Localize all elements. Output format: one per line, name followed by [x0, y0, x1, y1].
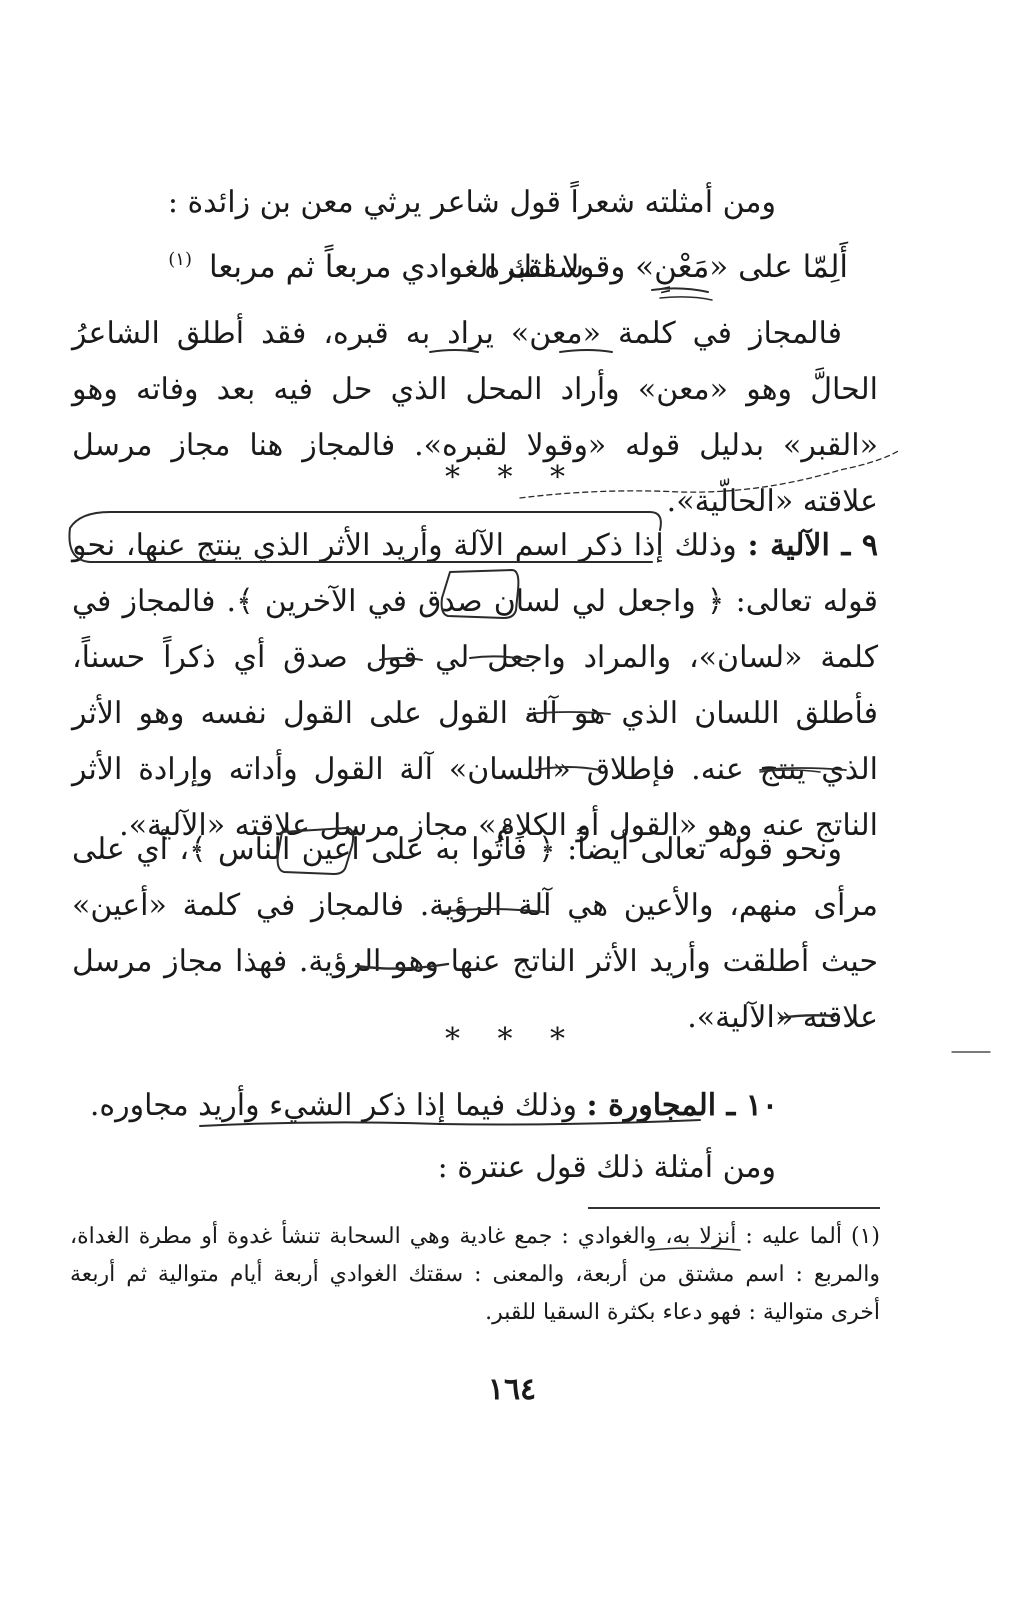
paragraph-majaz-maan: فالمجاز في كلمة «معن» يراد به قبره، فقد أطلق الشاعرُ الحالَّ وهو «معن» وأراد المحل الذي حل فيه بعد وفاته وهو «القبر» بدليل قوله «وقولا لقبره». فالمجاز هنا مجاز مرسل علاقته «الحالّية».	[72, 316, 878, 519]
intro-line: ومن أمثلته شعراً قول شاعر يرثي معن بن زائدة :	[167, 185, 776, 220]
paragraph-ayun: ونحو قوله تعالى أيضاً: ﴿ فَأْتُوا به على أعين الناس ﴾، أي على مرأى منهم، والأعين هي آلة الرؤية. فالمجاز في كلمة «أعين» حيث أطلقت وأريد الأثر الناتج عنها وهو الرؤية. فهذا مجاز مرسل علاقته «الآلية».	[72, 832, 878, 1035]
section-10-mujawara	[90, 1086, 778, 1126]
section-separator: * * *	[444, 1022, 580, 1057]
section-9-text: وذلك إذا ذكر اسم الآلة وأريد الأثر الذي ينتج عنها، نحو قوله تعالى: ﴿ واجعل لي لسان صدق في الآخرين ﴾. فالمجاز في كلمة «لسان»، والمراد واجعل لي قول صدق أي ذكراً حسناً، فأطلق اللسان الذي هو آلة القول على القول نفسه وهو الأثر الذي ينتج عنه. فإطلاق «اللسان» آلة القول وأداته وإرادة الأثر الناتج عنه وهو «القول أو الكلام» مجاز مرسل علاقته «الآلية».	[72, 528, 878, 843]
footnote-text: ألما عليه : أنزلا به، والغوادي : جمع غادية وهي السحابة تنشأ غدوة أو مطرة الغداة، والمربع : اسم مشتق من أربعة، والمعنى : سقتك الغوادي أربعة أيام متوالية ثم أربعة أخرى متوالية : فهو دعاء بكثرة السقيا للقبر.	[70, 1224, 880, 1325]
footnote-divider	[588, 1207, 880, 1209]
verse-footnote-marker: (١)	[168, 249, 192, 270]
verse-first-half: أَلِمّا على «مَعْنٍ» وقولا لقبره	[484, 249, 848, 285]
section-9-heading: ٩ ـ الآلية :	[747, 528, 878, 563]
underline-maan-2	[660, 297, 712, 300]
section-10-heading: ١٠ ـ المجاورة :	[586, 1088, 778, 1123]
footnote	[70, 1218, 880, 1332]
footnote-marker: (١)	[850, 1224, 880, 1249]
section-10-text: وذلك فيما إذا ذكر الشيء وأريد مجاوره.	[89, 1088, 577, 1123]
page-number: ١٦٤	[487, 1372, 537, 1407]
closing-line: ومن أمثلة ذلك قول عنترة :	[437, 1150, 776, 1185]
verse-second-half: سقتك الغوادي مربعاً ثم مربعا	[209, 249, 584, 285]
section-separator: * * *	[444, 460, 580, 495]
section-9-aliya	[72, 518, 878, 854]
